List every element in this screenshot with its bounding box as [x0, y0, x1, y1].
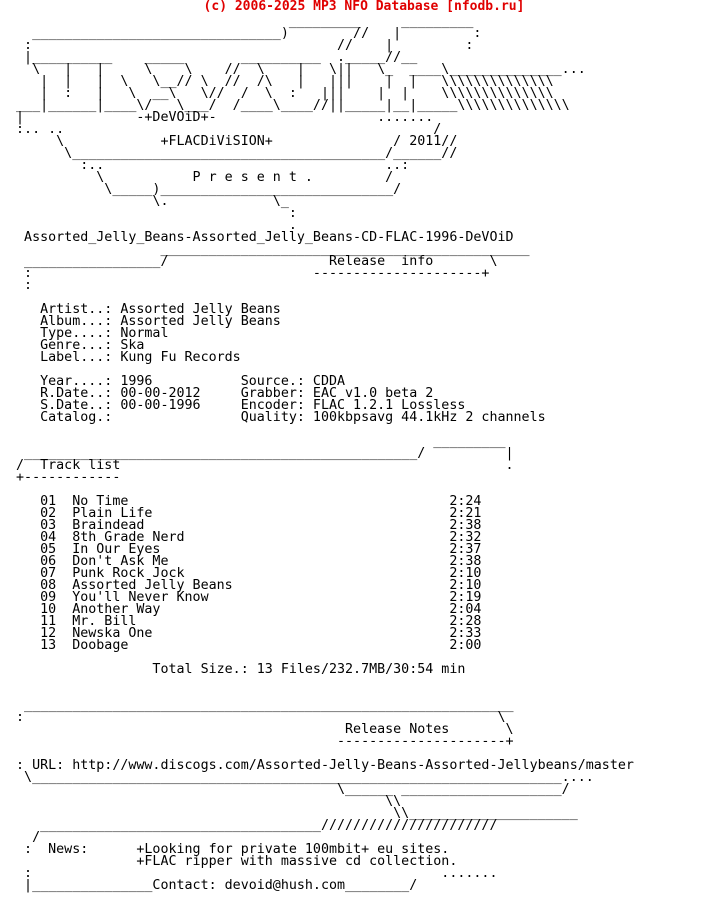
nfo-line: \______ ____________________/ [8, 782, 570, 797]
nfo-line: |_______________Contact: devoid@hush.com________/ [8, 878, 418, 893]
nfo-line: : \ [8, 710, 506, 725]
nfo-line: : // | : [8, 38, 474, 53]
nfo-line: Album...: Assorted Jelly Beans [8, 314, 281, 329]
nfo-line: 06 Don't Ask Me 2:38 [8, 554, 482, 569]
nfo-line: _________ [8, 434, 506, 449]
nfo-line: Assorted_Jelly_Beans-Assorted_Jelly_Beans-CD-FLAC-1996-DeVOiD [8, 230, 514, 245]
nfo-line: Label...: Kung Fu Records [8, 350, 241, 365]
nfo-line: Type....: Normal [8, 326, 169, 341]
nfo-line: 07 Punk Rock Jock 2:10 [8, 566, 482, 581]
nfo-line: Catalog.: Quality: 100kbpsavg 44.1kHz 2 channels [8, 410, 546, 425]
nfo-line: ---------------------+ [8, 734, 514, 749]
nfo-line: \__________________________________________________________________.... [8, 770, 594, 785]
nfo-line: 04 8th Grade Nerd 2:32 [8, 530, 482, 545]
nfo-line: S.Date..: 00-00-1996 Encoder: FLAC 1.2.1 Lossless [8, 398, 466, 413]
site-header[interactable]: (c) 2006-2025 MP3 NFO Database [nfodb.ru] [203, 0, 525, 14]
nfo-line: \ P r e s e n t . / [8, 170, 394, 185]
nfo-line: | -+DeVOiD+- ....... [8, 110, 450, 125]
nfo-line: | : | \ __\ \// / \ : ||| | | \\\\\\\\\\\\\\ [8, 86, 554, 101]
nfo-line: 11 Mr. Bill 2:28 [8, 614, 482, 629]
nfo-line: 13 Doobage 2:00 [8, 638, 482, 653]
nfo-line: 01 No Time 2:24 [8, 494, 482, 509]
nfo-line: _________________/ Release info \ [8, 254, 498, 269]
nfo-line: \_______________________________________/______// [8, 146, 458, 161]
nfo-line: _______________________________) // | : [8, 26, 482, 41]
nfo-line: :.. ..: [8, 158, 410, 173]
nfo-line: . [8, 218, 297, 233]
nfo-line: Total Size.: 13 Files/232.7MB/30:54 min [8, 662, 466, 677]
nfo-line: 12 Newska One 2:33 [8, 626, 482, 641]
nfo-line: ___|______|____\/ \___/ /____\____//||_____|__|_____\\\\\\\\\\\\\\ [8, 98, 570, 113]
nfo-line: Release Notes \ [8, 722, 514, 737]
nfo-line: _________________________________________________/ | [8, 446, 514, 461]
nfo-line: \ +FLACDiViSION+ / 2011// [8, 134, 458, 149]
nfo-line: +FLAC ripper with massive cd collection. [8, 854, 458, 869]
nfo-text [8, 16, 634, 892]
nfo-line: : ---------------------+ [8, 266, 490, 281]
nfo-line: : URL: http://www.discogs.com/Assorted-Jelly-Beans-Assorted-Jellybeans/master [8, 758, 634, 773]
nfo-line: 05 In Our Eyes 2:37 [8, 542, 482, 557]
nfo-line: +------------ [8, 470, 121, 485]
nfo-line: _____________________________________________________________ [8, 698, 514, 713]
nfo-line: / Track list . [8, 458, 514, 473]
nfo-line: 03 Braindead 2:38 [8, 518, 482, 533]
nfo-line: Year....: 1996 Source.: CDDA [8, 374, 346, 389]
nfo-line: : [8, 206, 297, 221]
nfo-line: ______________________________________________ [8, 242, 530, 257]
nfo-line: 10 Another Way 2:04 [8, 602, 482, 617]
nfo-line: _________ _________ [8, 14, 474, 29]
nfo-line: 08 Assorted Jelly Beans 2:10 [8, 578, 482, 593]
nfo-line: \\_____________________ [8, 806, 578, 821]
nfo-line: Artist..: Assorted Jelly Beans [8, 302, 281, 317]
nfo-line: \ | | \ \ // \ | \|| \_ ____\______________... [8, 62, 586, 77]
nfo-line: |__________ _____ __________ ._____//__ [8, 50, 458, 65]
nfo-line: :.. .. / [8, 122, 442, 137]
nfo-line: | | | \ \__// \ // /\ | ||| | | \\\\\\\\\\\\\\ [8, 74, 554, 89]
nfo-line: 09 You'll Never Know 2:19 [8, 590, 482, 605]
nfo-line: \. \_ [8, 194, 289, 209]
nfo-line: R.Date..: 00-00-2012 Grabber: EAC v1.0 beta 2 [8, 386, 434, 401]
nfo-line: Genre...: Ska [8, 338, 145, 353]
nfo-line: / [8, 830, 41, 845]
nfo-line: : News: +Looking for private 100mbit+ eu sites. [8, 842, 450, 857]
nfo-line: : [8, 278, 33, 293]
nfo-line: \_____)_____________________________/ [8, 182, 402, 197]
nfo-line: 02 Plain Life 2:21 [8, 506, 482, 521]
nfo-line: ___________________________________////////////////////// [8, 818, 498, 833]
nfo-line: : ....... [8, 866, 498, 881]
nfo-line: \\ [8, 794, 402, 809]
